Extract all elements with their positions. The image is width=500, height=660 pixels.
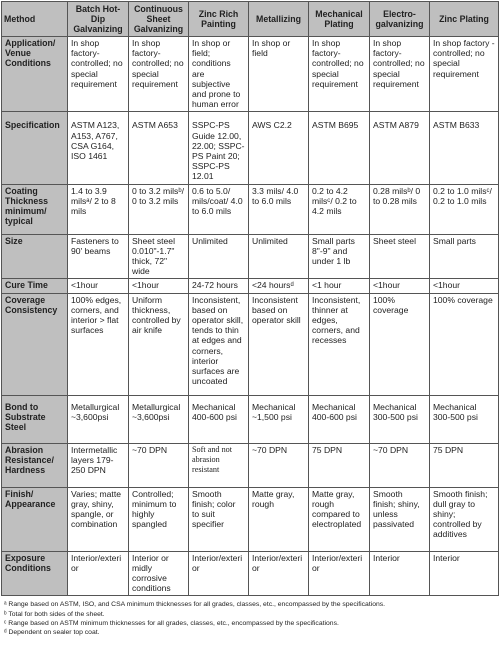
header-cell: Zinc Plating	[430, 2, 499, 37]
table-cell: Sheet steel	[370, 234, 430, 279]
row-header: Specification	[2, 112, 68, 184]
table-cell: Mechanical 300-500 psi	[370, 395, 430, 443]
header-cell: Mechanical Plating	[309, 2, 370, 37]
header-cell: Metallizing	[249, 2, 309, 37]
table-cell: SSPC-PS Guide 12.00, 22.00; SSPC-PS Paint 20; SSPC-PS 12.01	[189, 112, 249, 184]
table-cell: 100% edges, corners, and interior > flat surfaces	[68, 293, 129, 395]
table-cell: ASTM B695	[309, 112, 370, 184]
table-row	[2, 551, 499, 596]
table-cell: Matte gray, rough compared to electroplated	[309, 487, 370, 551]
table-cell: <1hour	[129, 279, 189, 293]
table-cell: Small parts 8"-9" and under 1 lb	[309, 234, 370, 279]
row-header: Abrasion Resistance/ Hardness	[2, 443, 68, 487]
table-cell: 0.6 to 5.0/ mils/coat/ 4.0 to 6.0 mils	[189, 184, 249, 234]
table-cell: In shop factory-controlled; no special requirement	[309, 37, 370, 112]
header-cell: Continuous Sheet Galvanizing	[129, 2, 189, 37]
table-cell: Fasteners to 90' beams	[68, 234, 129, 279]
table-row	[2, 234, 499, 279]
table-cell: In shop factory-controlled; no special requirement	[68, 37, 129, 112]
table-cell: Sheet steel 0.010"-1.7" thick, 72" wide	[129, 234, 189, 279]
header-row	[2, 2, 499, 37]
table-cell: Mechanical 300-500 psi	[430, 395, 499, 443]
table-cell: Interior/exterior	[68, 551, 129, 596]
table-cell: Mechanical ~1,500 psi	[249, 395, 309, 443]
table-row	[2, 112, 499, 184]
table-cell: Interior	[370, 551, 430, 596]
table-cell: Inconsistent, based on operator skill, tends to thin at edges and corners, interior surfaces are uncoated	[189, 293, 249, 395]
table-cell: Controlled; minimum to highly spangled	[129, 487, 189, 551]
table-row	[2, 184, 499, 234]
table-cell: ~70 DPN	[249, 443, 309, 487]
table-cell: Metallurgical ~3,600psi	[129, 395, 189, 443]
row-header: Size	[2, 234, 68, 279]
table-cell: ~70 DPN	[129, 443, 189, 487]
table-row	[2, 293, 499, 395]
table-cell: Smooth finish; color to suit specifier	[189, 487, 249, 551]
table-cell: 75 DPN	[430, 443, 499, 487]
table-cell: AWS C2.2	[249, 112, 309, 184]
table-cell: Soft and not abrasion resistant	[189, 443, 249, 487]
header-cell: Electro-galvanizing	[370, 2, 430, 37]
table-cell: Interior	[430, 551, 499, 596]
table-cell: 0.2 to 1.0 milsᶜ/ 0.2 to 1.0 mils	[430, 184, 499, 234]
table-cell: 75 DPN	[309, 443, 370, 487]
table-cell: 0.2 to 4.2 milsᶜ/ 0.2 to 4.2 mils	[309, 184, 370, 234]
row-header: Coverage Consistency	[2, 293, 68, 395]
table-cell: Intermetallic layers 179-250 DPN	[68, 443, 129, 487]
table-cell: Mechanical 400-600 psi	[309, 395, 370, 443]
table-cell: Interior/exterior	[309, 551, 370, 596]
table-cell: <1hour	[370, 279, 430, 293]
table-cell: Mechanical 400-600 psi	[189, 395, 249, 443]
header-cell: Method	[2, 2, 68, 37]
table-cell: In shop factory -controlled; no special requirement	[430, 37, 499, 112]
table-cell: In shop or field	[249, 37, 309, 112]
table-row	[2, 37, 499, 112]
table-cell: 3.3 mils/ 4.0 to 6.0 mils	[249, 184, 309, 234]
header-cell: Batch Hot-Dip Galvanizing	[68, 2, 129, 37]
footnote-a: ᵃ Range based on ASTM, ISO, and CSA minimum thicknesses for all grades, classes, etc., encompassed by the specifications.	[4, 601, 386, 609]
row-header: Finish/ Appearance	[2, 487, 68, 551]
comparison-table-container	[1, 1, 498, 637]
table-cell: Unlimited	[249, 234, 309, 279]
row-header: Coating Thickness minimum/ typical	[2, 184, 68, 234]
table-cell: ~70 DPN	[370, 443, 430, 487]
table-cell: ASTM A123, A153, A767, CSA G164, ISO 1461	[68, 112, 129, 184]
row-header: Cure Time	[2, 279, 68, 293]
row-header: Application/ Venue Conditions	[2, 37, 68, 112]
table-cell: ASTM A879	[370, 112, 430, 184]
table-cell: 100% coverage	[370, 293, 430, 395]
table-cell: <1hour	[68, 279, 129, 293]
table-row	[2, 279, 499, 293]
footnote-c: ᶜ Range based on ASTM minimum thicknesses for all grades, classes, etc., encompassed by the specifications.	[4, 619, 339, 627]
table-cell: <24 hoursᵈ	[249, 279, 309, 293]
table-cell: Inconsistent, thinner at edges, corners, and recesses	[309, 293, 370, 395]
footnote-b: ᵇ Total for both sides of the sheet.	[4, 610, 105, 618]
table-cell: Smooth finish; dull gray to shiny; controlled by additives	[430, 487, 499, 551]
table-cell: 1.4 to 3.9 milsᵃ/ 2 to 8 mils	[68, 184, 129, 234]
table-cell: Interior/exterior	[249, 551, 309, 596]
table-row	[2, 443, 499, 487]
table-cell: 0.28 milsᵇ/ 0 to 0.28 mils	[370, 184, 430, 234]
table-cell: Interior/exterior	[189, 551, 249, 596]
header-cell: Zinc Rich Painting	[189, 2, 249, 37]
table-cell: Unlimited	[189, 234, 249, 279]
table-cell: Smooth finish; shiny, unless passivated	[370, 487, 430, 551]
table-cell: Varies; matte gray, shiny, spangle, or combination	[68, 487, 129, 551]
table-cell: In shop factory-controlled; no special requirement	[129, 37, 189, 112]
table-cell: ASTM B633	[430, 112, 499, 184]
row-header: Bond to Substrate Steel	[2, 395, 68, 443]
table-cell: ASTM A653	[129, 112, 189, 184]
row-header: Exposure Conditions	[2, 551, 68, 596]
table-cell: Metallurgical ~3,600psi	[68, 395, 129, 443]
table-row	[2, 395, 499, 443]
table-cell: Interior or midly corrosive conditions	[129, 551, 189, 596]
table-cell: Uniform thickness, controlled by air knife	[129, 293, 189, 395]
table-cell: 0 to 3.2 milsᵇ/ 0 to 3.2 mils	[129, 184, 189, 234]
table-cell: <1 hour	[309, 279, 370, 293]
table-cell: <1hour	[430, 279, 499, 293]
table-cell: In shop or field; conditions are subjective and prone to human error	[189, 37, 249, 112]
footnotes	[1, 600, 498, 637]
coating-methods-table	[1, 1, 499, 596]
table-cell: Inconsistent based on operator skill	[249, 293, 309, 395]
table-cell: 24-72 hours	[189, 279, 249, 293]
table-cell: 100% coverage	[430, 293, 499, 395]
table-cell: Matte gray, rough	[249, 487, 309, 551]
table-cell: In shop factory-controlled; no special requirement	[370, 37, 430, 112]
table-cell: Small parts	[430, 234, 499, 279]
table-row	[2, 487, 499, 551]
footnote-d: ᵈ Dependent on sealer top coat.	[4, 629, 100, 637]
